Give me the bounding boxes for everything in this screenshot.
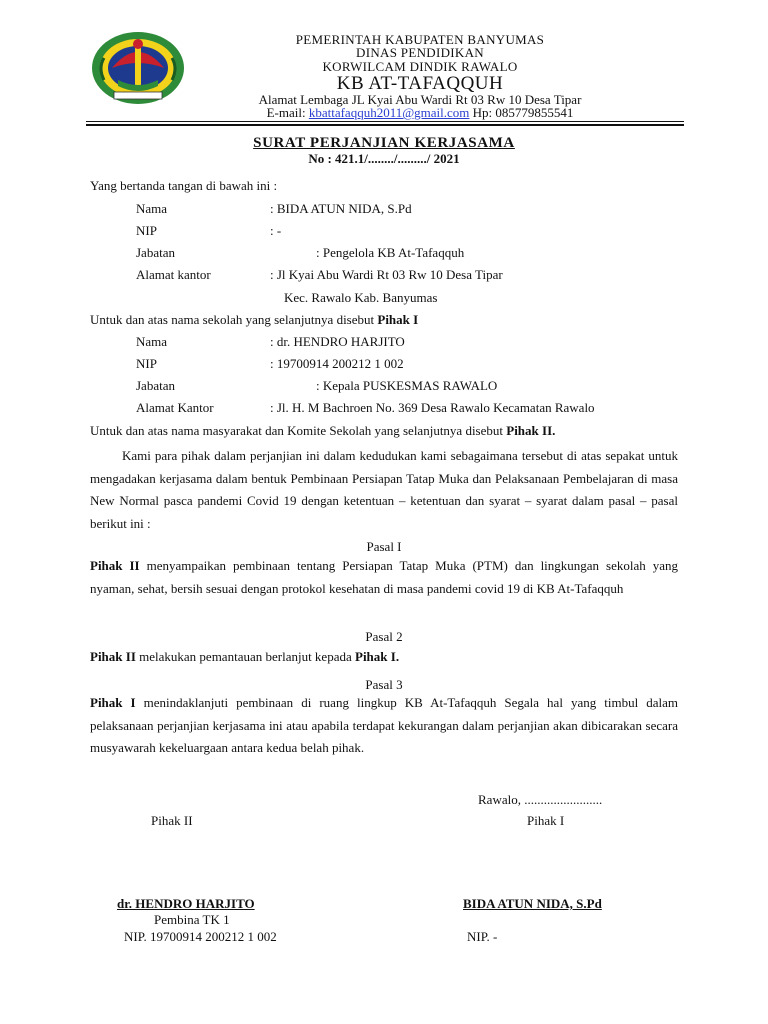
pasal2-object: Pihak I. (355, 649, 400, 664)
header-institution: KB AT-TAFAQQUH (336, 73, 504, 94)
pasal2-heading: Pasal 2 (365, 629, 403, 644)
party1-alamat-value: : Jl Kyai Abu Wardi Rt 03 Rw 10 Desa Tipar (270, 267, 503, 282)
pasal3-heading: Pasal 3 (365, 677, 403, 692)
party1-desc-text: Untuk dan atas nama sekolah yang selanjutnya disebut (90, 312, 375, 327)
header-rule-thin (86, 121, 684, 122)
party1-description (90, 312, 418, 328)
banyumas-regency-logo (90, 28, 186, 108)
header-government: PEMERINTAH KABUPATEN BANYUMAS (295, 32, 545, 47)
pasal2-paragraph (90, 646, 678, 669)
header-contact (200, 106, 640, 119)
email-link[interactable]: kbattafaqquh2011@gmail.com (308, 105, 470, 120)
party1-nama-value: : BIDA ATUN NIDA, S.Pd (270, 201, 412, 216)
party1-alamat-value2: Kec. Rawalo Kab. Banyumas (284, 290, 438, 305)
party2-nip-label: NIP (136, 356, 157, 371)
header-district: KORWILCAM DINDIK RAWALO (322, 59, 518, 74)
party2-nama-value: : dr. HENDRO HARJITO (270, 334, 405, 349)
party1-nip-value: : - (270, 223, 282, 238)
document-number: No : 421.1/......../........./ 2021 (308, 151, 460, 166)
left-signatory-rank: Pembina TK 1 (154, 912, 230, 927)
party2-nama-label: Nama (136, 334, 168, 349)
party2-description (90, 423, 555, 439)
pasal3-subject: Pihak I (90, 695, 136, 710)
right-role: Pihak I (527, 813, 565, 828)
header-department: DINAS PENDIDIKAN (356, 45, 484, 60)
document-title: SURAT PERJANJIAN KERJASAMA (253, 135, 515, 151)
party2-nip-value: : 19700914 200212 1 002 (270, 356, 404, 371)
pasal1-heading: Pasal I (366, 539, 402, 554)
left-signatory-nip: NIP. 19700914 200212 1 002 (124, 929, 277, 944)
party1-alamat-label: Alamat kantor (136, 267, 211, 282)
left-role: Pihak II (151, 813, 193, 828)
phone-text: Hp: 085779855541 (472, 105, 574, 120)
place-date: Rawalo, ........................ (478, 792, 603, 807)
party1-nama-label: Nama (136, 201, 168, 216)
pasal1-text: menyampaikan pembinaan tentang Persiapan Tatap Muka (PTM) dan lingkungan sekolah yang nyaman, sehat, bersih sesuai dengan protokol kesehatan di masa pandemi covid 19 di KB At-Tafaqquh (90, 558, 678, 596)
pasal1-subject: Pihak II (90, 558, 140, 573)
party1-jabatan-value: : Pengelola KB At-Tafaqquh (316, 245, 465, 260)
intro-text: Yang bertanda tangan di bawah ini : (90, 178, 278, 193)
right-signatory-nip: NIP. - (467, 929, 498, 944)
left-signatory-name: dr. HENDRO HARJITO (117, 896, 255, 911)
party2-jabatan-value: : Kepala PUSKESMAS RAWALO (316, 378, 498, 393)
pasal3-text: menindaklanjuti pembinaan di ruang lingkup KB At-Tafaqquh Segala hal yang timbul dalam pelaksanaan perjanjian kerjasama ini atau apabila terdapat kekurangan dalam perjanjian akan dibicarakan secara musyawarah kekeluargaan antara kedua belah pihak. (90, 695, 678, 756)
right-signatory-name: BIDA ATUN NIDA, S.Pd (463, 896, 602, 911)
header-address: Alamat Lembaga JL Kyai Abu Wardi Rt 03 Rw 10 Desa Tipar (258, 92, 582, 107)
party2-jabatan-label: Jabatan (136, 378, 175, 393)
pasal2-text: melakukan pemantauan berlanjut kepada (135, 649, 355, 664)
party2-desc-text: Untuk dan atas nama masyarakat dan Komite Sekolah yang selanjutnya disebut (90, 423, 503, 438)
pasal3-paragraph (90, 692, 678, 760)
opening-paragraph: Kami para pihak dalam perjanjian ini dalam kedudukan kami sebagaimana tersebut di atas sepakat untuk mengadakan kerjasama dalam bentuk Pembinaan Persiapan Tatap Muka dan Pelaksanaan Pembelajaran di masa New Normal pasca pandemi Covid 19 dengan ketentuan – ketentuan dan syarat – syarat dalam pasal – pasal berikut ini : (90, 448, 678, 532)
email-label: E-mail: (266, 105, 306, 120)
pasal2-subject: Pihak II (90, 649, 136, 664)
party1-nip-label: NIP (136, 223, 157, 238)
header-rule-thick (86, 124, 684, 126)
party1-jabatan-label: Jabatan (136, 245, 175, 260)
pasal1-paragraph (90, 555, 678, 600)
party2-alamat-value: : Jl. H. M Bachroen No. 369 Desa Rawalo Kecamatan Rawalo (270, 400, 595, 415)
party1-ref: Pihak I (377, 312, 419, 327)
party2-alamat-label: Alamat Kantor (136, 400, 214, 415)
party2-ref: Pihak II. (506, 423, 556, 438)
